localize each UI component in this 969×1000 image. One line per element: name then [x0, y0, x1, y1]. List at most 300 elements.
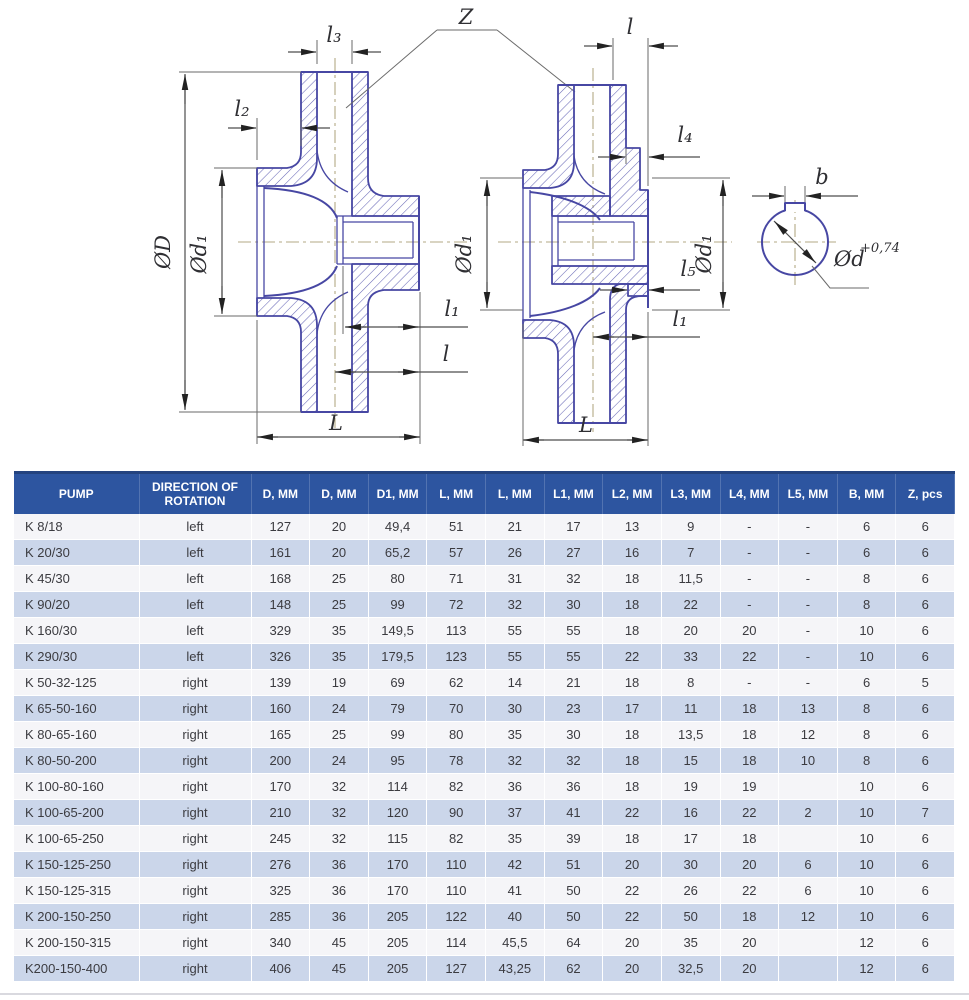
value-cell: 20 — [720, 956, 779, 982]
value-cell: 95 — [368, 748, 427, 774]
value-cell: - — [779, 592, 838, 618]
table-row — [14, 956, 955, 982]
value-cell: 25 — [310, 592, 369, 618]
value-cell: 35 — [486, 722, 545, 748]
value-cell: 325 — [251, 878, 310, 904]
value-cell: 36 — [310, 852, 369, 878]
value-cell: 78 — [427, 748, 486, 774]
value-cell: 113 — [427, 618, 486, 644]
value-cell: 36 — [486, 774, 545, 800]
value-cell: 25 — [310, 722, 369, 748]
value-cell: 19 — [661, 774, 720, 800]
value-cell: 340 — [251, 930, 310, 956]
value-cell: 42 — [486, 852, 545, 878]
column-header: L1, MM — [544, 473, 603, 515]
dim-label-l4: l₄ — [677, 123, 693, 147]
value-cell: 22 — [661, 592, 720, 618]
value-cell: 35 — [310, 618, 369, 644]
value-cell: right — [139, 670, 251, 696]
value-cell: 120 — [368, 800, 427, 826]
value-cell: left — [139, 540, 251, 566]
value-cell: 72 — [427, 592, 486, 618]
value-cell: right — [139, 956, 251, 982]
value-cell: 6 — [896, 826, 955, 852]
value-cell: 18 — [603, 592, 662, 618]
value-cell: left — [139, 592, 251, 618]
dim-label-L-left: L — [329, 411, 343, 435]
value-cell: 65,2 — [368, 540, 427, 566]
value-cell: right — [139, 774, 251, 800]
value-cell: 210 — [251, 800, 310, 826]
value-cell: 32 — [486, 748, 545, 774]
value-cell: left — [139, 644, 251, 670]
dim-label-l2: l₂ — [234, 97, 250, 121]
value-cell: 7 — [896, 800, 955, 826]
right-impeller-drawing — [523, 85, 648, 423]
value-cell: 114 — [368, 774, 427, 800]
table-row — [14, 540, 955, 566]
value-cell: 18 — [603, 566, 662, 592]
dim-label-z: Z — [458, 5, 474, 29]
value-cell: 55 — [544, 618, 603, 644]
value-cell: 62 — [544, 956, 603, 982]
value-cell: 16 — [603, 540, 662, 566]
value-cell: 115 — [368, 826, 427, 852]
value-cell: 36 — [310, 878, 369, 904]
value-cell: 45 — [310, 930, 369, 956]
value-cell: 32 — [544, 566, 603, 592]
column-header: B, MM — [837, 473, 896, 515]
pump-cell: K 290/30 — [14, 644, 139, 670]
dim-label-l-left: l — [442, 342, 450, 366]
dim-label-phi-d1-right-a: Ød₁ — [452, 234, 476, 274]
value-cell: 24 — [310, 748, 369, 774]
pump-cell: K 50-32-125 — [14, 670, 139, 696]
column-header: L, MM — [486, 473, 545, 515]
value-cell: 11 — [661, 696, 720, 722]
value-cell: 6 — [896, 722, 955, 748]
value-cell: 20 — [603, 852, 662, 878]
value-cell: 45,5 — [486, 930, 545, 956]
table-row — [14, 774, 955, 800]
pump-cell: K 150-125-250 — [14, 852, 139, 878]
centerlines — [238, 58, 836, 432]
value-cell: 22 — [603, 644, 662, 670]
value-cell: 10 — [837, 904, 896, 930]
column-header: L5, MM — [779, 473, 838, 515]
column-header: L3, MM — [661, 473, 720, 515]
value-cell: 18 — [603, 670, 662, 696]
column-header: DIRECTION OF ROTATION — [139, 473, 251, 515]
value-cell: 39 — [544, 826, 603, 852]
value-cell: left — [139, 618, 251, 644]
pump-cell: K 100-80-160 — [14, 774, 139, 800]
pump-spec-table — [14, 471, 955, 982]
value-cell: 20 — [310, 514, 369, 540]
pump-cell: K200-150-400 — [14, 956, 139, 982]
value-cell: 10 — [779, 748, 838, 774]
pump-cell: K 80-50-200 — [14, 748, 139, 774]
value-cell: 20 — [661, 618, 720, 644]
value-cell: 6 — [779, 878, 838, 904]
value-cell — [779, 930, 838, 956]
table-row — [14, 592, 955, 618]
column-header: D1, MM — [368, 473, 427, 515]
table-row — [14, 566, 955, 592]
value-cell: 62 — [427, 670, 486, 696]
value-cell: right — [139, 878, 251, 904]
value-cell: right — [139, 904, 251, 930]
value-cell: 6 — [896, 774, 955, 800]
value-cell: - — [720, 670, 779, 696]
value-cell: 9 — [661, 514, 720, 540]
dim-label-l3: l₃ — [326, 23, 342, 47]
value-cell: 41 — [486, 878, 545, 904]
value-cell: - — [720, 592, 779, 618]
value-cell: 18 — [603, 618, 662, 644]
value-cell: 6 — [837, 514, 896, 540]
value-cell: 10 — [837, 878, 896, 904]
value-cell: 8 — [837, 722, 896, 748]
value-cell: 18 — [720, 696, 779, 722]
value-cell: 99 — [368, 722, 427, 748]
right-impeller-dimensions — [452, 15, 730, 446]
value-cell: right — [139, 722, 251, 748]
value-cell: 25 — [310, 566, 369, 592]
value-cell: 6 — [837, 540, 896, 566]
value-cell: 30 — [661, 852, 720, 878]
value-cell: 6 — [837, 670, 896, 696]
dim-label-phi-d1-right-b: Ød₁ — [692, 234, 716, 274]
value-cell: 11,5 — [661, 566, 720, 592]
table-row — [14, 878, 955, 904]
dim-label-L-right: L — [579, 413, 593, 437]
value-cell: - — [720, 566, 779, 592]
value-cell: 36 — [544, 774, 603, 800]
value-cell: 6 — [896, 748, 955, 774]
value-cell: 12 — [779, 722, 838, 748]
value-cell: 26 — [486, 540, 545, 566]
value-cell: - — [779, 644, 838, 670]
spec-table-section — [14, 471, 955, 982]
value-cell: 55 — [486, 618, 545, 644]
column-header: L, MM — [427, 473, 486, 515]
value-cell: 8 — [837, 592, 896, 618]
pump-cell: K 100-65-200 — [14, 800, 139, 826]
value-cell: 18 — [720, 826, 779, 852]
dim-label-l1-right: l₁ — [672, 307, 688, 331]
value-cell: 20 — [720, 618, 779, 644]
value-cell: 55 — [486, 644, 545, 670]
value-cell: 19 — [720, 774, 779, 800]
value-cell: 168 — [251, 566, 310, 592]
pump-cell: K 45/30 — [14, 566, 139, 592]
value-cell: 22 — [720, 644, 779, 670]
value-cell: - — [779, 566, 838, 592]
value-cell: 51 — [427, 514, 486, 540]
value-cell: right — [139, 800, 251, 826]
value-cell: 5 — [896, 670, 955, 696]
value-cell: 6 — [896, 618, 955, 644]
value-cell: 245 — [251, 826, 310, 852]
pump-cell: K 20/30 — [14, 540, 139, 566]
value-cell: 149,5 — [368, 618, 427, 644]
column-header: D, MM — [251, 473, 310, 515]
shaft-bore-detail — [752, 165, 900, 288]
value-cell: 6 — [896, 930, 955, 956]
page-bottom-divider — [0, 993, 969, 995]
value-cell: 24 — [310, 696, 369, 722]
pump-cell: K 90/20 — [14, 592, 139, 618]
value-cell: 23 — [544, 696, 603, 722]
value-cell: 12 — [837, 930, 896, 956]
value-cell: 18 — [603, 722, 662, 748]
value-cell: - — [779, 540, 838, 566]
value-cell: 6 — [896, 852, 955, 878]
value-cell: 8 — [837, 696, 896, 722]
value-cell: 139 — [251, 670, 310, 696]
value-cell: 32,5 — [661, 956, 720, 982]
value-cell: 6 — [779, 852, 838, 878]
value-cell: 6 — [896, 904, 955, 930]
value-cell: 6 — [896, 592, 955, 618]
table-row — [14, 722, 955, 748]
pump-cell: K 200-150-315 — [14, 930, 139, 956]
dim-label-l-right: l — [626, 15, 634, 39]
column-header: Z, pcs — [896, 473, 955, 515]
value-cell: - — [720, 514, 779, 540]
table-row — [14, 696, 955, 722]
value-cell: 20 — [310, 540, 369, 566]
table-row — [14, 670, 955, 696]
table-row — [14, 852, 955, 878]
value-cell: 32 — [486, 592, 545, 618]
value-cell: 12 — [837, 956, 896, 982]
value-cell: 18 — [603, 774, 662, 800]
value-cell: right — [139, 696, 251, 722]
value-cell: 165 — [251, 722, 310, 748]
table-row — [14, 904, 955, 930]
value-cell: 80 — [368, 566, 427, 592]
pump-cell: K 8/18 — [14, 514, 139, 540]
table-row — [14, 800, 955, 826]
value-cell: 6 — [896, 540, 955, 566]
column-header: L4, MM — [720, 473, 779, 515]
value-cell: 82 — [427, 774, 486, 800]
value-cell: 205 — [368, 930, 427, 956]
value-cell: 127 — [251, 514, 310, 540]
value-cell: 13,5 — [661, 722, 720, 748]
value-cell: 30 — [544, 722, 603, 748]
value-cell: 36 — [310, 904, 369, 930]
header-row — [14, 473, 955, 515]
value-cell: 15 — [661, 748, 720, 774]
value-cell: 22 — [603, 904, 662, 930]
value-cell: left — [139, 514, 251, 540]
value-cell: 82 — [427, 826, 486, 852]
value-cell: - — [779, 618, 838, 644]
value-cell: 30 — [544, 592, 603, 618]
value-cell: 276 — [251, 852, 310, 878]
value-cell: - — [779, 514, 838, 540]
value-cell: 35 — [310, 644, 369, 670]
value-cell: 2 — [779, 800, 838, 826]
value-cell: 30 — [486, 696, 545, 722]
value-cell: 45 — [310, 956, 369, 982]
value-cell: 6 — [896, 696, 955, 722]
value-cell: 179,5 — [368, 644, 427, 670]
value-cell: 22 — [720, 800, 779, 826]
column-header: L2, MM — [603, 473, 662, 515]
value-cell: 122 — [427, 904, 486, 930]
dim-label-phi-d1: Ød₁ — [187, 234, 211, 274]
column-header: D, MM — [310, 473, 369, 515]
value-cell: 51 — [544, 852, 603, 878]
value-cell: 6 — [896, 956, 955, 982]
value-cell: 329 — [251, 618, 310, 644]
value-cell: 6 — [896, 644, 955, 670]
value-cell: 70 — [427, 696, 486, 722]
value-cell: 110 — [427, 852, 486, 878]
value-cell — [779, 826, 838, 852]
value-cell: 160 — [251, 696, 310, 722]
value-cell: 18 — [720, 904, 779, 930]
table-row — [14, 514, 955, 540]
value-cell: 13 — [603, 514, 662, 540]
value-cell: 200 — [251, 748, 310, 774]
value-cell: 90 — [427, 800, 486, 826]
value-cell: - — [779, 670, 838, 696]
value-cell: 205 — [368, 956, 427, 982]
value-cell: right — [139, 748, 251, 774]
value-cell: 6 — [896, 878, 955, 904]
value-cell: 170 — [251, 774, 310, 800]
value-cell: - — [720, 540, 779, 566]
value-cell: 20 — [720, 930, 779, 956]
value-cell: 40 — [486, 904, 545, 930]
value-cell: right — [139, 930, 251, 956]
value-cell: 80 — [427, 722, 486, 748]
pump-cell: K 80-65-160 — [14, 722, 139, 748]
value-cell: 27 — [544, 540, 603, 566]
value-cell: 22 — [603, 878, 662, 904]
value-cell: 50 — [544, 904, 603, 930]
dim-label-phi-d: Ød — [834, 247, 865, 271]
value-cell: 50 — [661, 904, 720, 930]
value-cell: right — [139, 852, 251, 878]
value-cell: 8 — [837, 566, 896, 592]
dim-label-b: b — [815, 165, 829, 189]
z-leader — [346, 5, 575, 108]
value-cell: 10 — [837, 800, 896, 826]
value-cell: right — [139, 826, 251, 852]
value-cell: 69 — [368, 670, 427, 696]
value-cell: 10 — [837, 774, 896, 800]
value-cell: 26 — [661, 878, 720, 904]
value-cell: 21 — [486, 514, 545, 540]
pump-cell: K 100-65-250 — [14, 826, 139, 852]
value-cell: 12 — [779, 904, 838, 930]
table-row — [14, 644, 955, 670]
value-cell: 285 — [251, 904, 310, 930]
value-cell: 18 — [720, 748, 779, 774]
value-cell: 50 — [544, 878, 603, 904]
value-cell: 10 — [837, 644, 896, 670]
value-cell: 99 — [368, 592, 427, 618]
value-cell: 127 — [427, 956, 486, 982]
value-cell: 148 — [251, 592, 310, 618]
dim-label-l1-left: l₁ — [444, 297, 460, 321]
pump-cell: K 200-150-250 — [14, 904, 139, 930]
value-cell: 17 — [544, 514, 603, 540]
value-cell: 35 — [486, 826, 545, 852]
value-cell: 13 — [779, 696, 838, 722]
value-cell: 6 — [896, 566, 955, 592]
table-row — [14, 618, 955, 644]
value-cell: 49,4 — [368, 514, 427, 540]
value-cell: 20 — [603, 956, 662, 982]
pump-cell: K 65-50-160 — [14, 696, 139, 722]
dim-label-phi-D: ØD — [151, 234, 175, 270]
value-cell: 32 — [544, 748, 603, 774]
value-cell: 6 — [896, 514, 955, 540]
value-cell: 55 — [544, 644, 603, 670]
value-cell: 71 — [427, 566, 486, 592]
value-cell: 10 — [837, 826, 896, 852]
value-cell: 57 — [427, 540, 486, 566]
value-cell: 7 — [661, 540, 720, 566]
value-cell — [779, 956, 838, 982]
value-cell: 35 — [661, 930, 720, 956]
value-cell: 31 — [486, 566, 545, 592]
value-cell: 8 — [661, 670, 720, 696]
value-cell: 18 — [603, 826, 662, 852]
value-cell: 18 — [720, 722, 779, 748]
value-cell: 161 — [251, 540, 310, 566]
value-cell: 18 — [603, 748, 662, 774]
value-cell: 17 — [661, 826, 720, 852]
value-cell: 32 — [310, 774, 369, 800]
value-cell: 32 — [310, 826, 369, 852]
value-cell: 17 — [603, 696, 662, 722]
value-cell: 37 — [486, 800, 545, 826]
value-cell: 170 — [368, 878, 427, 904]
value-cell: 22 — [603, 800, 662, 826]
column-header: PUMP — [14, 473, 139, 515]
value-cell: 110 — [427, 878, 486, 904]
value-cell: 79 — [368, 696, 427, 722]
pump-cell: K 150-125-315 — [14, 878, 139, 904]
value-cell: 114 — [427, 930, 486, 956]
value-cell: 170 — [368, 852, 427, 878]
value-cell: 20 — [603, 930, 662, 956]
value-cell: 10 — [837, 852, 896, 878]
table-body — [14, 514, 955, 982]
value-cell: 32 — [310, 800, 369, 826]
value-cell: 8 — [837, 748, 896, 774]
value-cell: 14 — [486, 670, 545, 696]
value-cell: 326 — [251, 644, 310, 670]
table-row — [14, 826, 955, 852]
dim-label-l5: l₅ — [680, 257, 696, 281]
value-cell: 19 — [310, 670, 369, 696]
value-cell: 64 — [544, 930, 603, 956]
table-row — [14, 930, 955, 956]
value-cell: 20 — [720, 852, 779, 878]
pump-cell: K 160/30 — [14, 618, 139, 644]
value-cell: left — [139, 566, 251, 592]
value-cell: 43,25 — [486, 956, 545, 982]
